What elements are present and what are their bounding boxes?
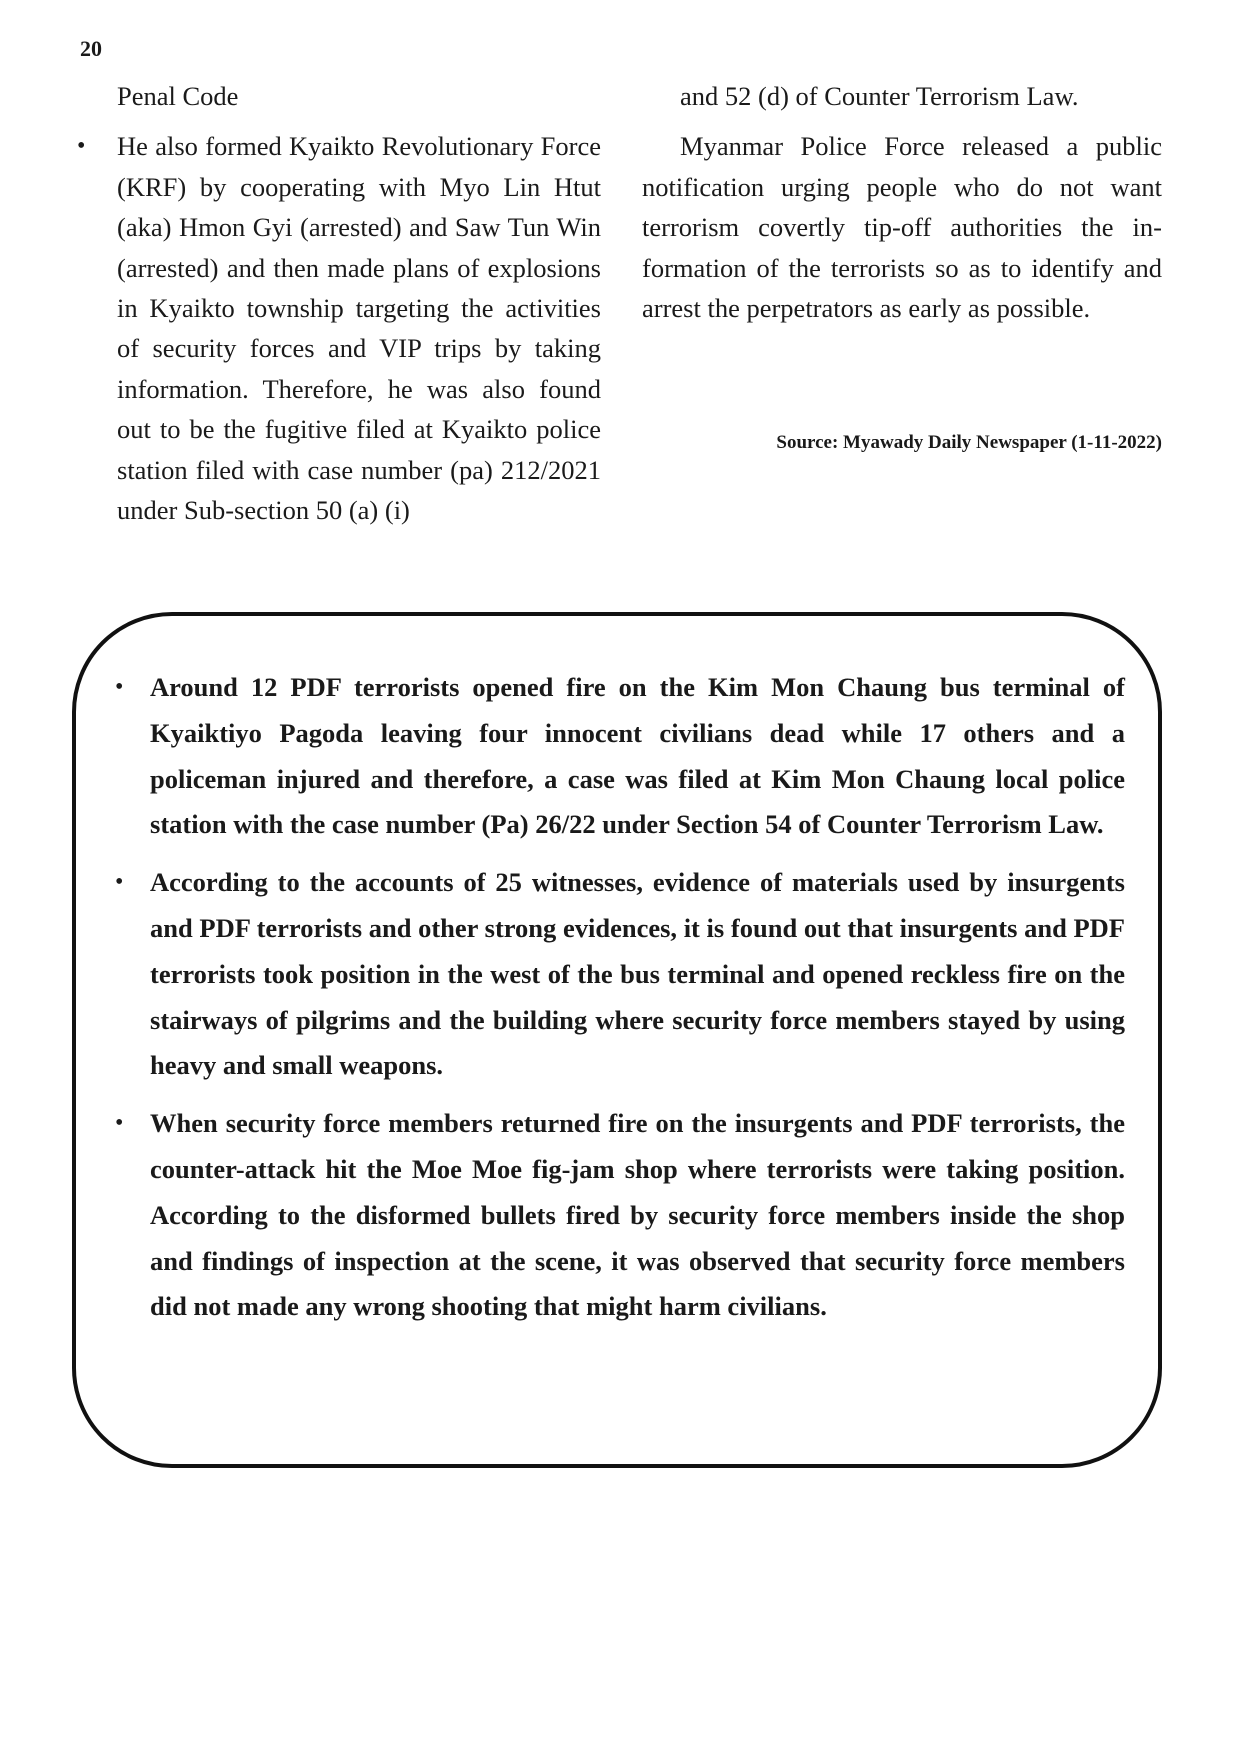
right-paragraph: Myanmar Police Force released a public notification urging people who do not want terrorism covertly tip-off authorities the information of the terrorists so as to identify and arrest the perpetrators as early as possible. <box>642 131 1162 324</box>
bullet-icon: • <box>115 1110 124 1137</box>
left-continuation-text: Penal Code <box>117 81 239 111</box>
bullet-icon: • <box>77 133 86 160</box>
page-number: 20 <box>80 36 102 61</box>
left-bullet-text: He also formed Kyaikto Revolutionary Force (KRF) by cooperating with Myo Lin Htut (aka) Hmon Gyi (arrested) and Saw Tun Win (arrested) and then made plans of explosions in Kyaikto township targeting the activities of security forces and VIP trips by taking information. Therefore, he was also found out to be the fugitive filed at Kyaikto police station filed with case number (pa) 212/2021 under Sub-section 50 (a) (i) <box>117 131 601 526</box>
box-list-item <box>115 1101 1125 1330</box>
left-column <box>77 76 601 530</box>
box-item-text: According to the accounts of 25 witnesses, evidence of materials used by insurgents and PDF terrorists and other strong evidences, it is found out that insurgents and PDF terrorists took position in the west of the bus terminal and opened reckless fire on the stairways of pilgrims and the building where security force members stayed by using heavy and small weapons. <box>150 867 1125 1081</box>
box-item-text: When security force members returned fire on the insurgents and PDF terrorists, the counter-attack hit the Moe Moe fig-jam shop where terrorists were taking position. According to the disformed bullets fired by security force members inside the shop and findings of inspection at the scene, it was observed that security force members did not made any wrong shooting that might harm civilians. <box>150 1108 1125 1322</box>
right-continuation-text: and 52 (d) of Counter Terrorism Law. <box>680 81 1079 111</box>
bullet-icon: • <box>115 674 124 700</box>
box-list-item <box>115 860 1125 1089</box>
right-column <box>642 76 1162 328</box>
source-citation: Source: Myawady Daily Newspaper (1-11-2022) <box>776 432 1162 453</box>
highlight-box-list <box>115 665 1125 1342</box>
left-bullet-paragraph <box>77 126 601 530</box>
bullet-icon: • <box>115 869 124 896</box>
box-list-item <box>115 665 1125 848</box>
box-item-text: Around 12 PDF terrorists opened fire on the Kim Mon Chaung bus terminal of Kyaiktiyo Pagoda leaving four innocent civilians dead while 17 others and a policeman injured and therefore, a case was filed at Kim Mon Chaung local police station with the case number (Pa) 26/22 under Section 54 of Counter Terrorism Law. <box>150 672 1125 840</box>
